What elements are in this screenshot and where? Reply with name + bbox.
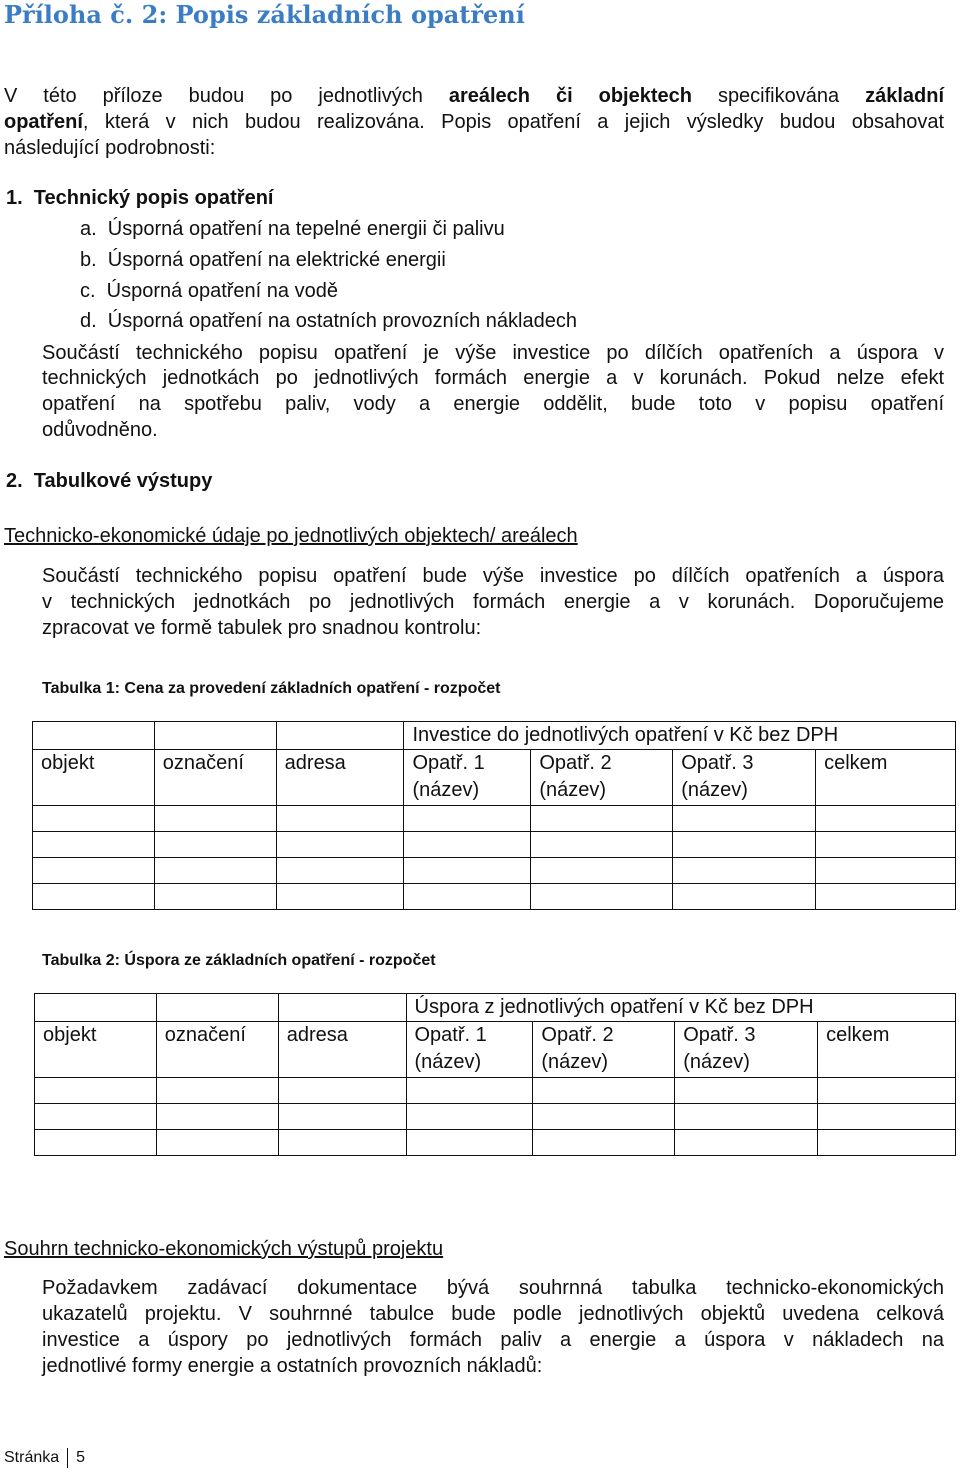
intro-line-2 [4, 109, 944, 135]
intro-line-3: následující podrobnosti: [4, 137, 216, 159]
intro-bold: základní [865, 85, 945, 107]
table-row [33, 884, 956, 910]
section-2-paragraph-line: Součástí technického popisu opatření bude výše investice po dílčích opatřeních a úspora [42, 565, 944, 587]
summary-title: Souhrn technicko-ekonomických výstupů projektu [4, 1238, 444, 1260]
intro-text: specifikována [717, 85, 840, 107]
list-item: c. Úsporná opatření na vodě [80, 280, 338, 302]
intro-bold: areálech či objektech [448, 85, 692, 107]
table-cell [33, 722, 155, 750]
section-2-title: 2. Tabulkové výstupy [6, 470, 213, 492]
column-header: objekt [33, 750, 155, 806]
table-cell [276, 722, 404, 750]
column-header: Opatř. 3 (název) [675, 1022, 818, 1078]
intro-line-1 [4, 83, 944, 109]
summary-paragraph-line: ukazatelů projektu. V souhrnné tabulce bude podle jednotlivých objektů uvedena celková [42, 1303, 944, 1325]
column-header: celkem [816, 750, 956, 806]
table-row [33, 806, 956, 832]
table-group-header: Úspora z jednotlivých opatření v Kč bez DPH [406, 994, 956, 1022]
intro-text: V této příloze budou po jednotlivých [4, 85, 423, 107]
section-2-paragraph-line: v technických jednotkách po jednotlivých formách energie a v korunách. Doporučujeme [42, 591, 944, 613]
table-row [35, 1078, 956, 1104]
summary-paragraph-line: Požadavkem zadávací dokumentace bývá souhrnná tabulka technicko-ekonomických [42, 1277, 944, 1299]
table-cell [35, 994, 157, 1022]
table-2-caption: Tabulka 2: Úspora ze základních opatření - rozpočet [42, 952, 436, 969]
column-header: Opatř. 1 (název) [406, 1022, 533, 1078]
table-2 [34, 993, 956, 1156]
column-header: objekt [35, 1022, 157, 1078]
column-header: Opatř. 2 (název) [533, 1022, 675, 1078]
column-header: adresa [278, 1022, 406, 1078]
column-header: označení [154, 750, 276, 806]
section-1-paragraph-line: opatření na spotřebu paliv, vody a energie oddělit, bude toto v popisu opatření [42, 393, 944, 415]
intro-bold: opatření [4, 111, 83, 133]
table-row [33, 832, 956, 858]
summary-paragraph-line: jednotlivé formy energie a ostatních provozních nákladů: [42, 1355, 543, 1377]
table-cell [278, 994, 406, 1022]
footer-label: Stránka [4, 1449, 60, 1467]
table-group-header: Investice do jednotlivých opatření v Kč bez DPH [404, 722, 956, 750]
section-1-title: 1. Technický popis opatření [6, 187, 274, 209]
section-2-subtitle: Technicko-ekonomické údaje po jednotlivých objektech/ areálech [4, 525, 578, 547]
table-row [35, 1104, 956, 1130]
table-row [33, 858, 956, 884]
table-cell [154, 722, 276, 750]
column-header: adresa [276, 750, 404, 806]
section-1-paragraph-line: odůvodněno. [42, 419, 158, 441]
summary-paragraph-line: investice a úspory po jednotlivých formách paliv a energie a úspora v nákladech na [42, 1329, 944, 1351]
section-1-paragraph-line: Součástí technického popisu opatření je výše investice po dílčích opatřeních a úspora v [42, 342, 944, 364]
page-number: 5 [76, 1449, 86, 1467]
column-header: označení [156, 1022, 278, 1078]
section-1-paragraph-line: technických jednotkách po jednotlivých formách energie a v korunách. Pokud nelze efekt [42, 367, 944, 389]
list-item: a. Úsporná opatření na tepelné energii či palivu [80, 218, 505, 240]
intro-text: , která v nich budou realizována. Popis opatření a jejich výsledky budou obsahovat [82, 111, 944, 133]
table-cell [156, 994, 278, 1022]
page-heading: Příloha č. 2: Popis základních opatření [4, 0, 525, 29]
section-2-paragraph-line: zpracovat ve formě tabulek pro snadnou kontrolu: [42, 617, 482, 639]
list-item: d. Úsporná opatření na ostatních provozních nákladech [80, 310, 577, 332]
table-row [35, 1130, 956, 1156]
column-header: celkem [818, 1022, 956, 1078]
column-header: Opatř. 1 (název) [404, 750, 531, 806]
column-header: Opatř. 3 (název) [673, 750, 816, 806]
footer-divider [67, 1448, 68, 1468]
list-item: b. Úsporná opatření na elektrické energii [80, 249, 446, 271]
table-1-caption: Tabulka 1: Cena za provedení základních opatření - rozpočet [42, 680, 501, 697]
page-footer [4, 1448, 85, 1468]
table-1 [32, 721, 956, 910]
column-header: Opatř. 2 (název) [531, 750, 673, 806]
